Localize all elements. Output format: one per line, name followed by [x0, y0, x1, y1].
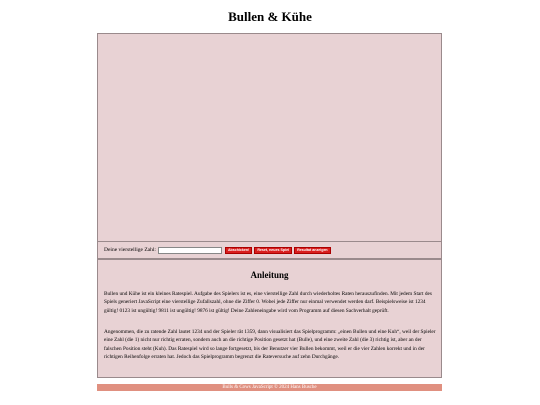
instructions-panel [97, 259, 442, 378]
game-output-area [97, 33, 442, 242]
footer: Bulls & Cows JavaScript © 2024 Hans Busche [97, 384, 442, 391]
guess-input[interactable] [158, 247, 222, 254]
reset-new-game-button[interactable]: Reset, neues Spiel [254, 247, 292, 254]
show-result-button[interactable]: Resultat anzeigen [294, 247, 331, 254]
page-title: Bullen & Kühe [228, 9, 312, 24]
instructions-paragraph-1: Bullen und Kühe ist ein kleines Ratespiel. Aufgabe des Spielers ist es, eine vierstellige Zahl durch wiederholtes Raten herauszufinden. Mit jedem Start des Spiels generiert JavaScript eine vierstellige Zufallszahl, ohne die Ziffer 0. Wobei jede Ziffer nur einmal verwendet werden darf. Beispielsweise ist 1234 gültig! 0123 ist ungültig! 9811 ist ungültig! 9876 ist gültig! Deine Zahleneingabe wird vom Programm auf diesen Sachverhalt geprüft. [104, 291, 432, 314]
guess-form [97, 241, 442, 259]
instructions-heading: Anleitung [250, 270, 289, 280]
submit-button[interactable]: Abschicken! [225, 247, 252, 254]
guess-label: Deine vierstellige Zahl: [104, 247, 156, 253]
instructions-paragraph-2: Angenommen, die zu ratende Zahl lautet 1234 und der Spieler rät 1359, dann visualisiert das Spielprogramm: „einen Bullen und eine Kuh“, weil der Spieler eine Zahl (die 1) nicht nur richtig erraten, sondern auch an die richtige Position gesetzt hat (Bulle), und eine zweite Zahl (die 3) richtig ist, aber an der falschen Position steht (Kuh). Das Ratespiel wird so lange fortgesetzt, bis der Benutzer vier Bullen bekommt, weil er die vier Zahlen korrekt und in der richtigen Reihenfolge erraten hat. Jedoch das Spielprogramm begrenzt die Rateversuche auf zehn Durchgänge. [104, 329, 436, 361]
